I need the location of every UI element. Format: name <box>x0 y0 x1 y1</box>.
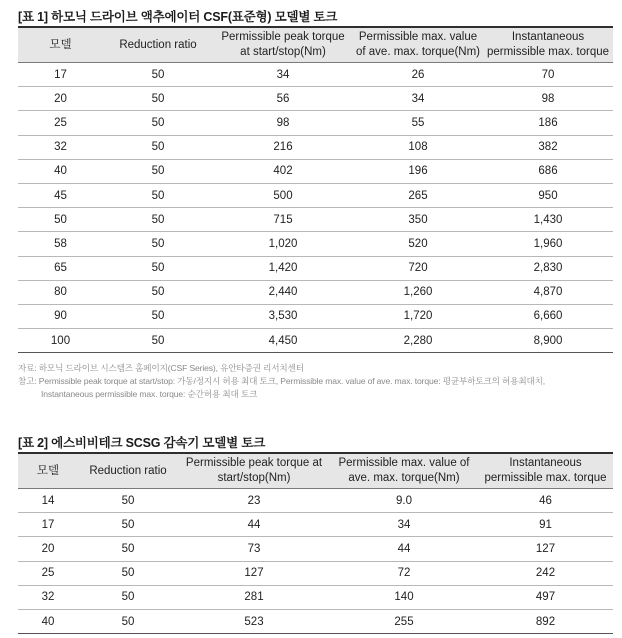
cell-reduction-ratio: 50 <box>121 542 135 555</box>
table-row <box>18 489 613 513</box>
header-model: 모델 <box>36 464 60 477</box>
cell-model: 65 <box>54 262 67 275</box>
cell-model: 17 <box>41 518 55 531</box>
cell-instantaneous-torque: 8,900 <box>533 334 563 347</box>
cell-reduction-ratio: 50 <box>151 286 165 299</box>
cell-peak-torque: 1,020 <box>268 237 298 250</box>
cell-model: 32 <box>54 141 67 154</box>
table-row <box>18 136 613 160</box>
cell-ave-max-torque: 520 <box>408 237 428 250</box>
table-row <box>18 111 613 135</box>
cell-peak-torque: 523 <box>244 615 264 628</box>
cell-model: 40 <box>54 165 67 178</box>
cell-instantaneous-torque: 686 <box>538 165 558 178</box>
cell-instantaneous-torque: 2,830 <box>533 262 563 275</box>
table-row <box>18 232 613 256</box>
cell-reduction-ratio: 50 <box>151 165 165 178</box>
cell-ave-max-torque: 9.0 <box>396 494 412 507</box>
cell-peak-torque: 402 <box>273 165 293 178</box>
cell-instantaneous-torque: 70 <box>541 68 555 81</box>
table-row <box>18 329 613 353</box>
table-row <box>18 610 613 634</box>
cell-reduction-ratio: 50 <box>151 310 165 323</box>
table-1-notes <box>18 362 613 401</box>
cell-ave-max-torque: 720 <box>408 262 428 275</box>
cell-model: 20 <box>41 542 55 555</box>
header-ave-max-torque: Permissible max. value of ave. max. torque(Nm) <box>356 31 480 58</box>
cell-model: 50 <box>54 213 67 226</box>
cell-reduction-ratio: 50 <box>151 68 165 81</box>
cell-reduction-ratio: 50 <box>151 213 165 226</box>
cell-ave-max-torque: 350 <box>408 213 428 226</box>
cell-reduction-ratio: 50 <box>121 567 135 580</box>
header-model: 모델 <box>49 38 72 51</box>
cell-model: 100 <box>50 334 71 347</box>
table-1-source: 자료: 하모닉 드라이브 시스템즈 홈페이지(CSF Series), 유안타증권 리서치센터 <box>18 363 304 374</box>
cell-ave-max-torque: 1,720 <box>403 310 433 323</box>
cell-instantaneous-torque: 892 <box>535 615 556 628</box>
cell-peak-torque: 98 <box>276 116 290 129</box>
cell-ave-max-torque: 34 <box>411 92 425 105</box>
table-1-header-row <box>18 28 613 63</box>
cell-ave-max-torque: 140 <box>394 591 414 604</box>
cell-model: 25 <box>41 567 55 580</box>
cell-ave-max-torque: 2,280 <box>403 334 433 347</box>
cell-instantaneous-torque: 6,660 <box>533 310 563 323</box>
cell-instantaneous-torque: 1,960 <box>533 237 563 250</box>
cell-instantaneous-torque: 91 <box>539 518 552 531</box>
cell-instantaneous-torque: 242 <box>535 567 556 580</box>
table-row <box>18 537 613 561</box>
table-row <box>18 513 613 537</box>
cell-peak-torque: 3,530 <box>268 310 298 323</box>
cell-model: 14 <box>41 494 55 507</box>
header-ave-max-torque: Permissible max. value of ave. max. torque(Nm) <box>338 457 470 484</box>
cell-reduction-ratio: 50 <box>151 262 165 275</box>
cell-instantaneous-torque: 1,430 <box>533 213 563 226</box>
cell-instantaneous-torque: 382 <box>538 141 558 154</box>
table-row <box>18 305 613 329</box>
cell-ave-max-torque: 108 <box>408 141 428 154</box>
cell-reduction-ratio: 50 <box>121 494 135 507</box>
cell-peak-torque: 4,450 <box>268 334 298 347</box>
cell-peak-torque: 23 <box>247 494 261 507</box>
cell-reduction-ratio: 50 <box>121 518 135 531</box>
cell-reduction-ratio: 50 <box>151 92 165 105</box>
cell-model: 58 <box>54 237 67 250</box>
table-row <box>18 281 613 305</box>
cell-reduction-ratio: 50 <box>121 591 135 604</box>
table-1-note: 참고: Permissible peak torque at start/stop: 가동/정지시 허용 최대 토크, Permissible max. value of ave. max. torque: 평균부하토크의 허용최대치, <box>18 376 546 387</box>
cell-instantaneous-torque: 950 <box>538 189 558 202</box>
cell-ave-max-torque: 44 <box>397 542 411 555</box>
cell-instantaneous-torque: 4,870 <box>533 286 563 299</box>
cell-model: 90 <box>54 310 67 323</box>
table-row <box>18 562 613 586</box>
table-row <box>18 160 613 184</box>
cell-peak-torque: 44 <box>247 518 261 531</box>
cell-peak-torque: 56 <box>276 92 290 105</box>
cell-instantaneous-torque: 497 <box>535 591 556 604</box>
cell-peak-torque: 500 <box>273 189 293 202</box>
cell-model: 45 <box>54 189 67 202</box>
table-row <box>18 257 613 281</box>
table-row <box>18 63 613 87</box>
table-2 <box>18 434 613 634</box>
cell-ave-max-torque: 26 <box>411 68 425 81</box>
cell-model: 17 <box>54 68 67 81</box>
cell-instantaneous-torque: 186 <box>538 116 558 129</box>
cell-ave-max-torque: 72 <box>397 567 411 580</box>
cell-instantaneous-torque: 46 <box>539 494 552 507</box>
cell-reduction-ratio: 50 <box>151 334 165 347</box>
header-peak-torque: Permissible peak torque at start/stop(Nm) <box>185 457 323 484</box>
table-row <box>18 87 613 111</box>
table-2-title: [표 2] 에스비비테크 SCSG 감속기 모델별 토크 <box>18 434 613 454</box>
table-2-body <box>18 489 613 634</box>
table-1-note-continued: Instantaneous permissible max. torque: 순간허용 최대 토크 <box>41 389 258 400</box>
cell-peak-torque: 73 <box>247 542 261 555</box>
header-peak-torque: Permissible peak torque at start/stop(Nm) <box>221 31 345 58</box>
cell-reduction-ratio: 50 <box>151 189 165 202</box>
table-1-title: [표 1] 하모닉 드라이브 액추에이터 CSF(표준형) 모델별 토크 <box>18 8 613 28</box>
cell-reduction-ratio: 50 <box>151 141 165 154</box>
header-reduction-ratio: Reduction ratio <box>89 464 167 477</box>
cell-peak-torque: 127 <box>244 567 264 580</box>
cell-peak-torque: 1,420 <box>268 262 298 275</box>
cell-reduction-ratio: 50 <box>151 237 165 250</box>
cell-ave-max-torque: 1,260 <box>403 286 433 299</box>
table-row <box>18 586 613 610</box>
cell-ave-max-torque: 196 <box>408 165 428 178</box>
table-row <box>18 184 613 208</box>
header-instantaneous-torque: Instantaneous permissible max. torque <box>484 457 607 484</box>
header-instantaneous-torque: Instantaneous permissible max. torque <box>486 31 610 58</box>
cell-instantaneous-torque: 98 <box>541 92 555 105</box>
cell-ave-max-torque: 55 <box>411 116 425 129</box>
cell-peak-torque: 216 <box>273 141 293 154</box>
cell-peak-torque: 2,440 <box>268 286 298 299</box>
table-1 <box>18 8 613 401</box>
header-reduction-ratio: Reduction ratio <box>119 38 197 51</box>
table-row <box>18 208 613 232</box>
cell-peak-torque: 281 <box>244 591 264 604</box>
cell-reduction-ratio: 50 <box>151 116 165 129</box>
cell-ave-max-torque: 255 <box>394 615 414 628</box>
cell-instantaneous-torque: 127 <box>535 542 556 555</box>
cell-model: 40 <box>41 615 55 628</box>
cell-model: 32 <box>41 591 55 604</box>
cell-peak-torque: 715 <box>273 213 293 226</box>
cell-ave-max-torque: 265 <box>408 189 428 202</box>
cell-reduction-ratio: 50 <box>121 615 135 628</box>
cell-model: 20 <box>54 92 67 105</box>
cell-model: 25 <box>54 116 67 129</box>
cell-peak-torque: 34 <box>276 68 290 81</box>
table-2-header-row <box>18 454 613 489</box>
table-1-body <box>18 63 613 353</box>
cell-model: 80 <box>54 286 67 299</box>
cell-ave-max-torque: 34 <box>397 518 411 531</box>
